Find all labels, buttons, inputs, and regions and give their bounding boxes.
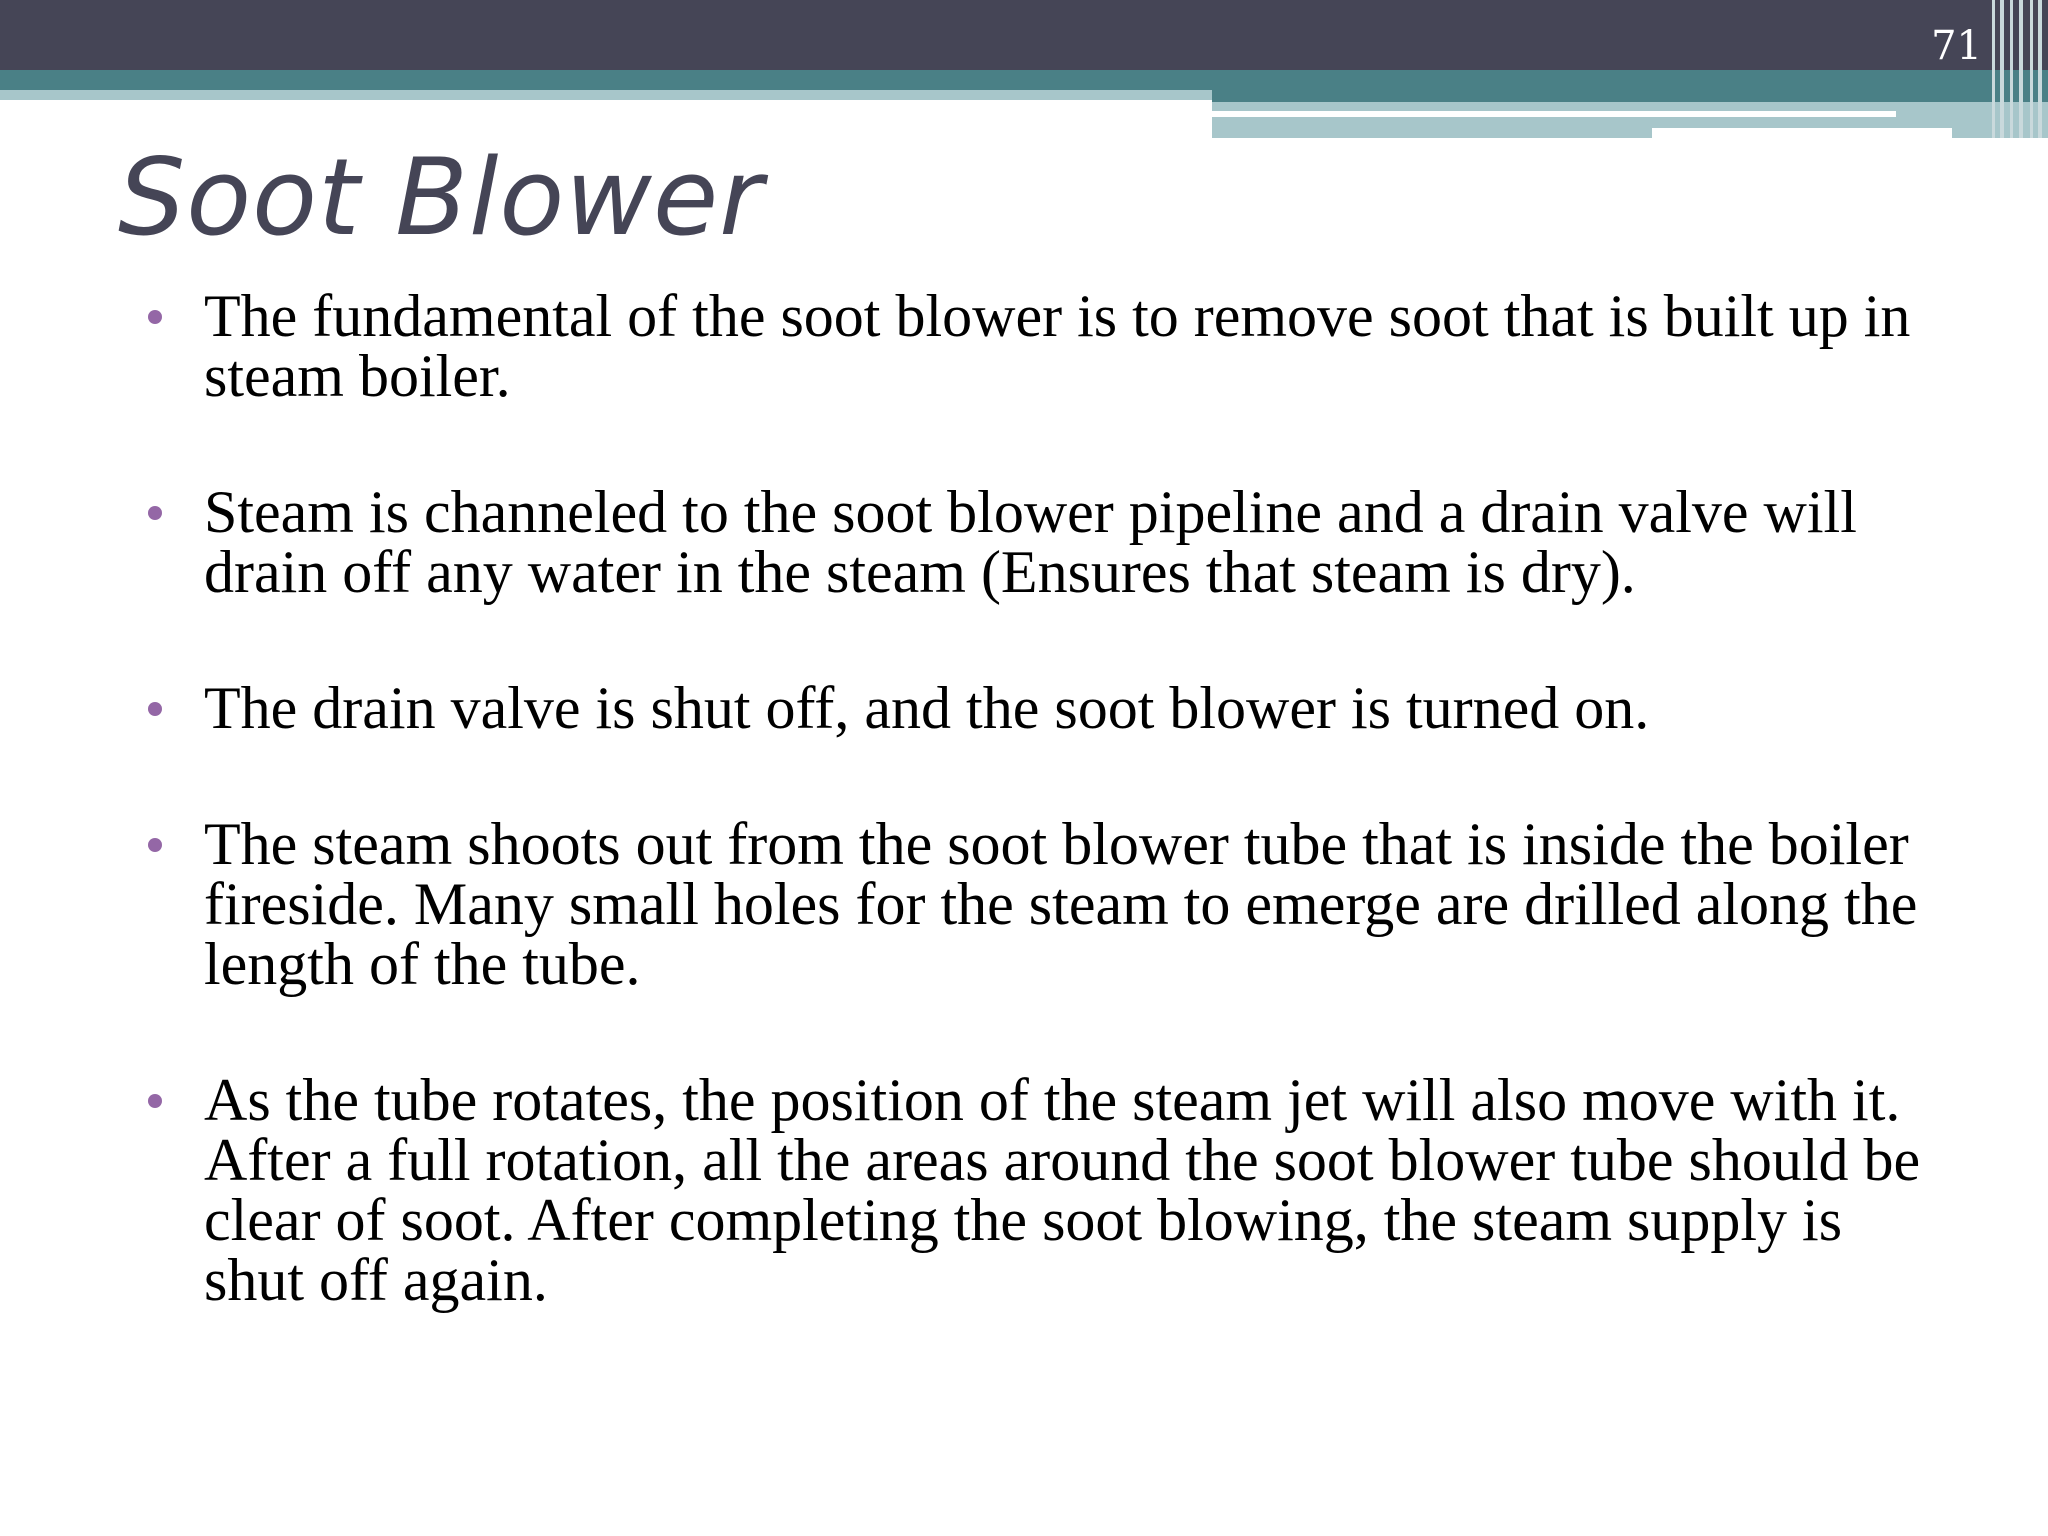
bullet-dot-icon xyxy=(148,310,162,324)
header-bar-teal xyxy=(0,70,2048,90)
slide-content xyxy=(130,283,1950,1386)
bullet-dot-icon xyxy=(148,838,162,852)
header-stripe xyxy=(2019,0,2023,138)
bullet-text: The steam shoots out from the soot blower tube that is inside the boiler fireside. Many small holes for the steam to emerge are drilled along the length of the tube. xyxy=(204,811,1918,997)
header-stripe xyxy=(2000,0,2004,138)
header-stripe xyxy=(1992,0,1995,138)
slide-title: Soot Blower xyxy=(118,136,764,259)
header-accent-line xyxy=(1212,111,1896,117)
header-bar-light xyxy=(0,90,1212,100)
bullet-text: The fundamental of the soot blower is to remove soot that is built up in steam boiler. xyxy=(204,283,1911,409)
header-accent-step xyxy=(1212,120,1652,138)
bullet-item xyxy=(130,479,1950,605)
bullet-list xyxy=(130,283,1950,1313)
header-accent-gap xyxy=(1652,128,1952,138)
header-bar-dark xyxy=(0,0,2048,70)
header-stripe xyxy=(2010,0,2013,138)
bullet-text: Steam is channeled to the soot blower pipeline and a drain valve will drain off any water in the steam (Ensures that steam is dry). xyxy=(204,479,1857,605)
bullet-dot-icon xyxy=(148,1094,162,1108)
bullet-item xyxy=(130,1067,1950,1313)
bullet-text: As the tube rotates, the position of the steam jet will also move with it. After a full rotation, all the areas around the soot blower tube should be clear of soot. After completing the soot blowing, the steam supply is shut off again. xyxy=(204,1067,1921,1313)
header-accent-teal xyxy=(1212,90,2048,102)
bullet-dot-icon xyxy=(148,506,162,520)
bullet-dot-icon xyxy=(148,702,162,716)
bullet-text: The drain valve is shut off, and the soot blower is turned on. xyxy=(204,675,1650,741)
bullet-item xyxy=(130,811,1950,997)
bullet-item xyxy=(130,283,1950,409)
bullet-item xyxy=(130,675,1950,741)
header-stripe xyxy=(2038,0,2042,138)
header-stripe xyxy=(2030,0,2033,138)
page-number: 71 xyxy=(1931,23,1982,69)
